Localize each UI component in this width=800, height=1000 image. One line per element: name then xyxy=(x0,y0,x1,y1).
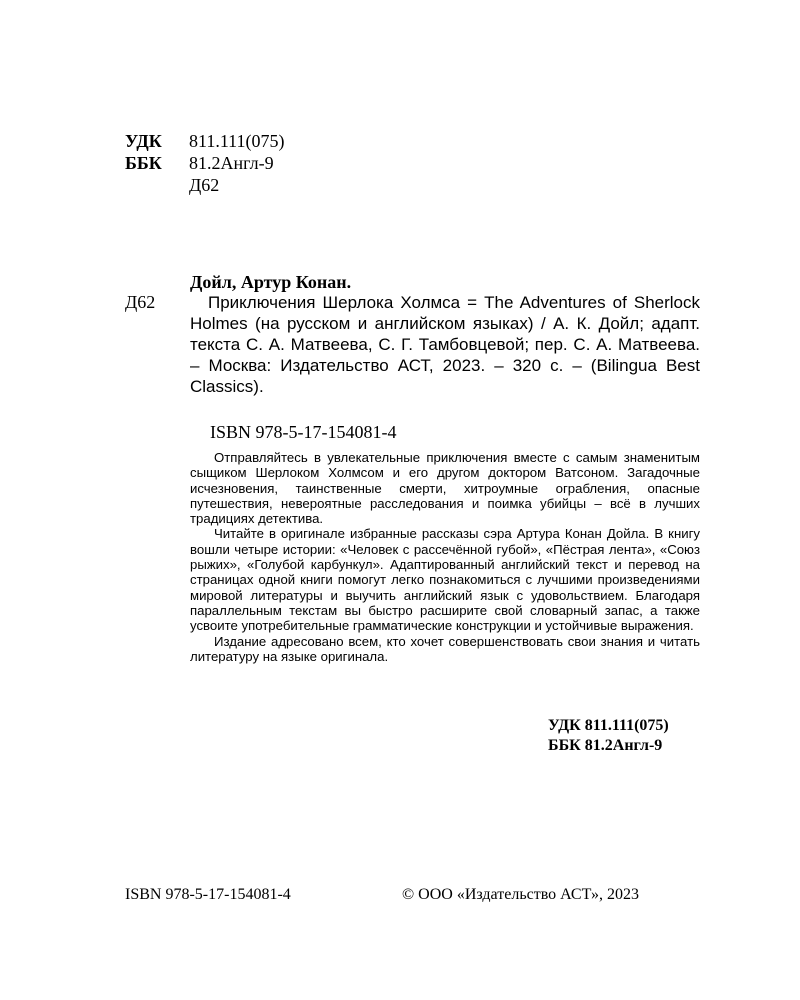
bbk-label: ББК xyxy=(125,153,162,173)
classification-codes xyxy=(548,716,669,756)
bbk-value: 81.2Англ-9 xyxy=(189,153,274,173)
annotation-paragraph: Читайте в оригинале избранные рассказы сэра Артура Конан Дойла. В книгу вошли четыре истории: «Человек с рассечённой губой», «Пёстрая лента», «Союз рыжих», «Голубой карбункул». Адаптированный английский текст и перевод на страницах одной книги помогут легко познакомиться с лучшими произведениями мировой литературы и выучить английский язык с удовольствием. Благодаря параллельным текстам вы быстро расширите свой словарный запас, а также усвоите употребительные грамматические конструкции и устойчивые выражения. xyxy=(190,526,700,634)
udk-value: 811.111(075) xyxy=(189,131,285,151)
copyright: © ООО «Издательство АСТ», 2023 xyxy=(402,886,639,903)
footer-isbn: ISBN 978-5-17-154081-4 xyxy=(125,886,291,903)
annotation-paragraph: Отправляйтесь в увлекательные приключения вместе с самым знаменитым сыщиком Шерлоком Холмсом и его другом доктором Ватсоном. Загадочные исчезновения, таинственные смерти, хитроумные ограбления, опасные путешествия, невероятные расследования и поимка убийцы – всё в лучших традициях детектива. xyxy=(190,450,700,527)
author-heading: Дойл, Артур Конан. xyxy=(190,272,352,292)
author-sign-value: Д62 xyxy=(189,175,220,195)
annotation-paragraph: Издание адресовано всем, кто хочет совершенствовать свои знания и читать литературу на языке оригинала. xyxy=(190,633,700,664)
bbk-code: ББК 81.2Англ-9 xyxy=(548,737,663,754)
udk-label: УДК xyxy=(125,131,162,151)
annotation xyxy=(190,450,700,664)
udk-code: УДК 811.111(075) xyxy=(548,717,669,734)
catalog-isbn: ISBN 978-5-17-154081-4 xyxy=(210,422,397,442)
author-sign-code: Д62 xyxy=(125,292,156,312)
bibliographic-description: Приключения Шерлока Холмса = The Adventures of Sherlock Holmes (на русском и английском языках) / А. К. Дойл; адапт. текста С. А. Матвеева, С. Г. Тамбовцевой; пер. С. А. Матвеева. – Москва: Издательство АСТ, 2023. – 320 с. – (Bilingua Best Classics). xyxy=(190,293,700,396)
udk-row xyxy=(125,130,284,152)
bbk-row xyxy=(125,152,274,174)
author-sign-row xyxy=(125,174,219,196)
